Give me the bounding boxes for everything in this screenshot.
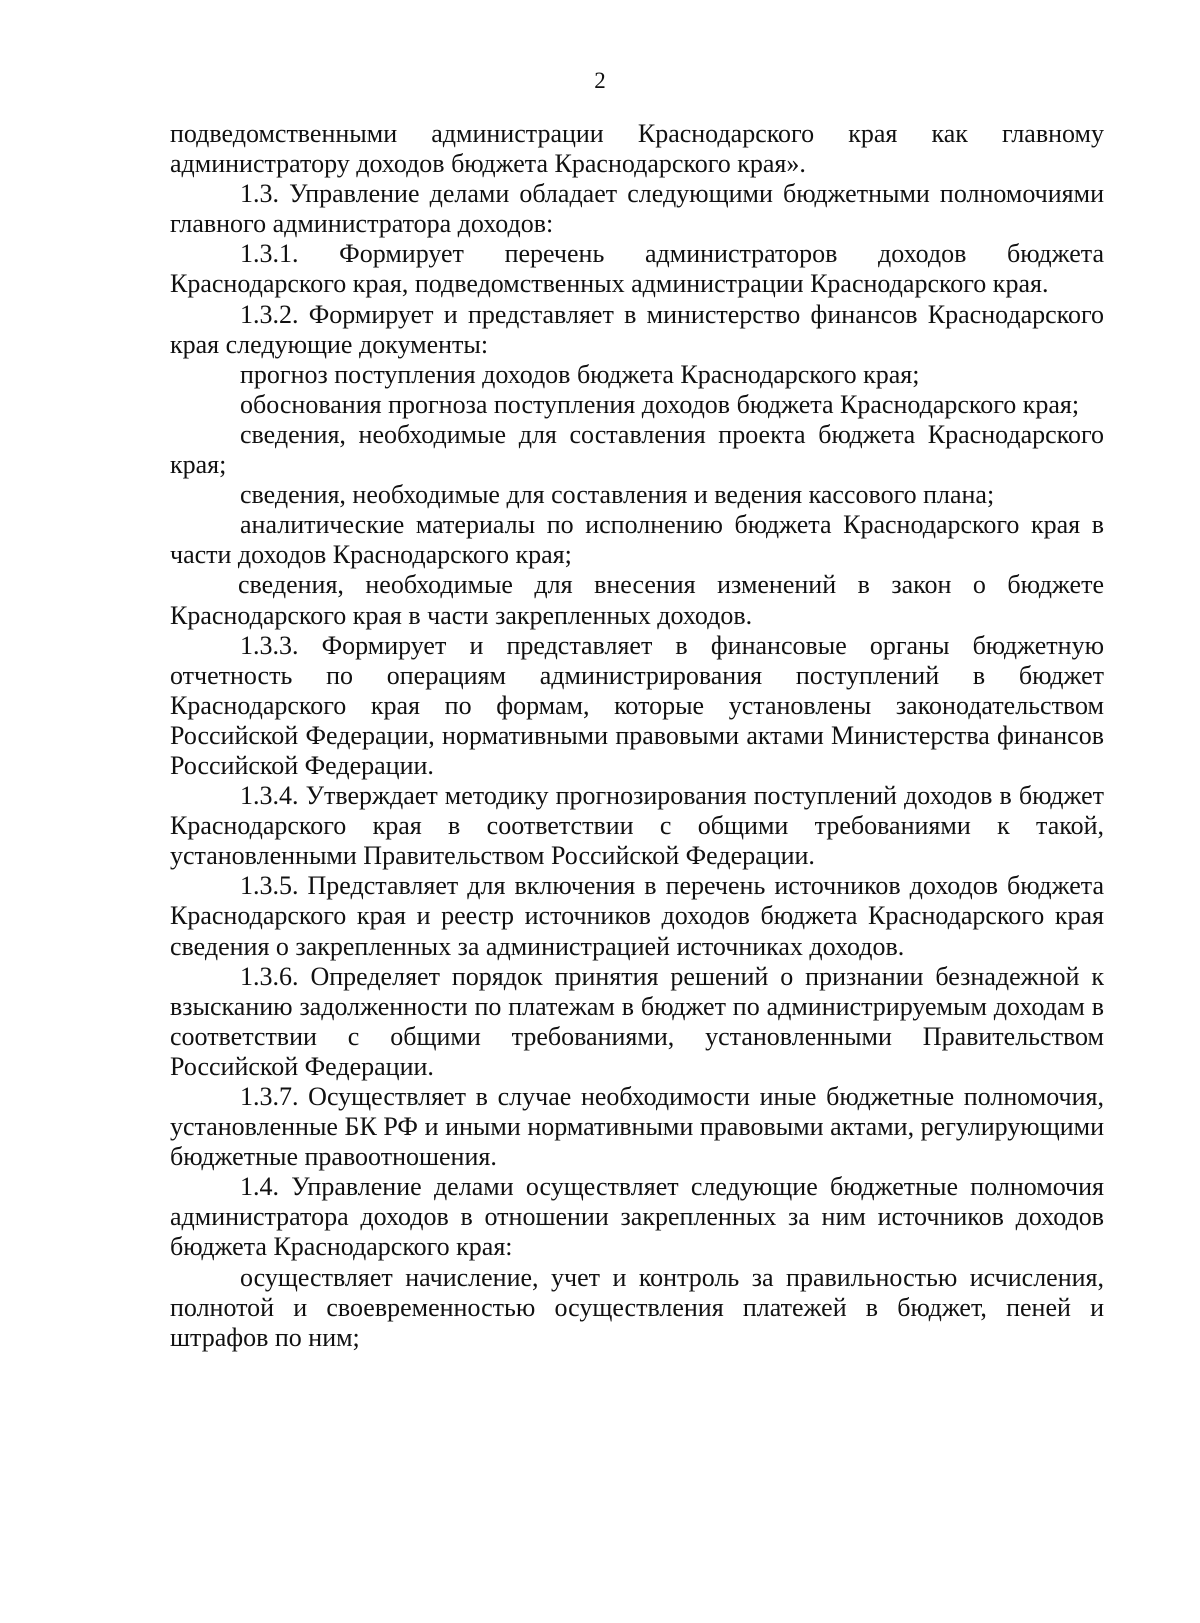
document-body [170, 119, 1104, 1353]
page-number: 2 [594, 68, 606, 93]
list-item: сведения, необходимые для составления и ведения кассового плана; [240, 480, 995, 510]
paragraph-1-3-5: 1.3.5. Представляет для включения в перечень источников доходов бюджета Краснодарского края и реестр источников доходов бюджета Краснодарского края сведения о закрепленных за администрацией источниках доходов. [170, 871, 1104, 961]
list-item: обоснования прогноза поступления доходов бюджета Краснодарского края; [240, 389, 1080, 419]
paragraph-1-3-7: 1.3.7. Осуществляет в случае необходимости иные бюджетные полномочия, установленные БК РФ и иными нормативными правовыми актами, регулирующими бюджетные правоотношения. [170, 1082, 1104, 1172]
paragraph-1-3-6: 1.3.6. Определяет порядок принятия решений о признании безнадежной к взысканию задолженности по платежам в бюджет по администрируемым доходам в соответствии с общими требованиями, установленными Правительством Российской Федерации. [170, 961, 1104, 1081]
list-item: прогноз поступления доходов бюджета Краснодарского края; [240, 359, 920, 389]
list-item: осуществляет начисление, учет и контроль за правильностью исчисления, полнотой и своевременностью осуществления платежей в бюджет, пеней и штрафов по ним; [170, 1262, 1104, 1352]
paragraph-1-3-4: 1.3.4. Утверждает методику прогнозирования поступлений доходов в бюджет Краснодарского края в соответствии с общими требованиями к такой, установленными Правительством Российской Федерации. [170, 781, 1104, 871]
list-item: аналитические материалы по исполнению бюджета Краснодарского края в части доходов Краснодарского края; [170, 510, 1104, 570]
paragraph-1-4: 1.4. Управление делами осуществляет следующие бюджетные полномочия администратора доходов в отношении закрепленных за ним источников доходов бюджета Краснодарского края: [170, 1172, 1104, 1262]
paragraph-continuation: подведомственными администрации Краснодарского края как главному администратору доходов бюджета Краснодарского края». [170, 119, 1104, 179]
paragraph-1-3-3: 1.3.3. Формирует и представляет в финансовые органы бюджетную отчетность по операциям администрирования поступлений в бюджет Краснодарского края по формам, которые установлены законодательством Российской Федерации, нормативными правовыми актами Министерства финансов Российской Федерации. [170, 630, 1104, 780]
list-item: сведения, необходимые для составления проекта бюджета Краснодарского края; [170, 419, 1104, 480]
list-item: сведения, необходимые для внесения изменений в закон о бюджете Краснодарского края в части закрепленных доходов. [170, 570, 1104, 630]
paragraph-1-3-2: 1.3.2. Формирует и представляет в министерство финансов Краснодарского края следующие документы: [170, 299, 1104, 359]
paragraph-1-3-1: 1.3.1. Формирует перечень администраторов доходов бюджета Краснодарского края, подведомственных администрации Краснодарского края. [170, 239, 1104, 299]
paragraph-1-3: 1.3. Управление делами обладает следующими бюджетными полномочиями главного администратора доходов: [170, 179, 1104, 239]
